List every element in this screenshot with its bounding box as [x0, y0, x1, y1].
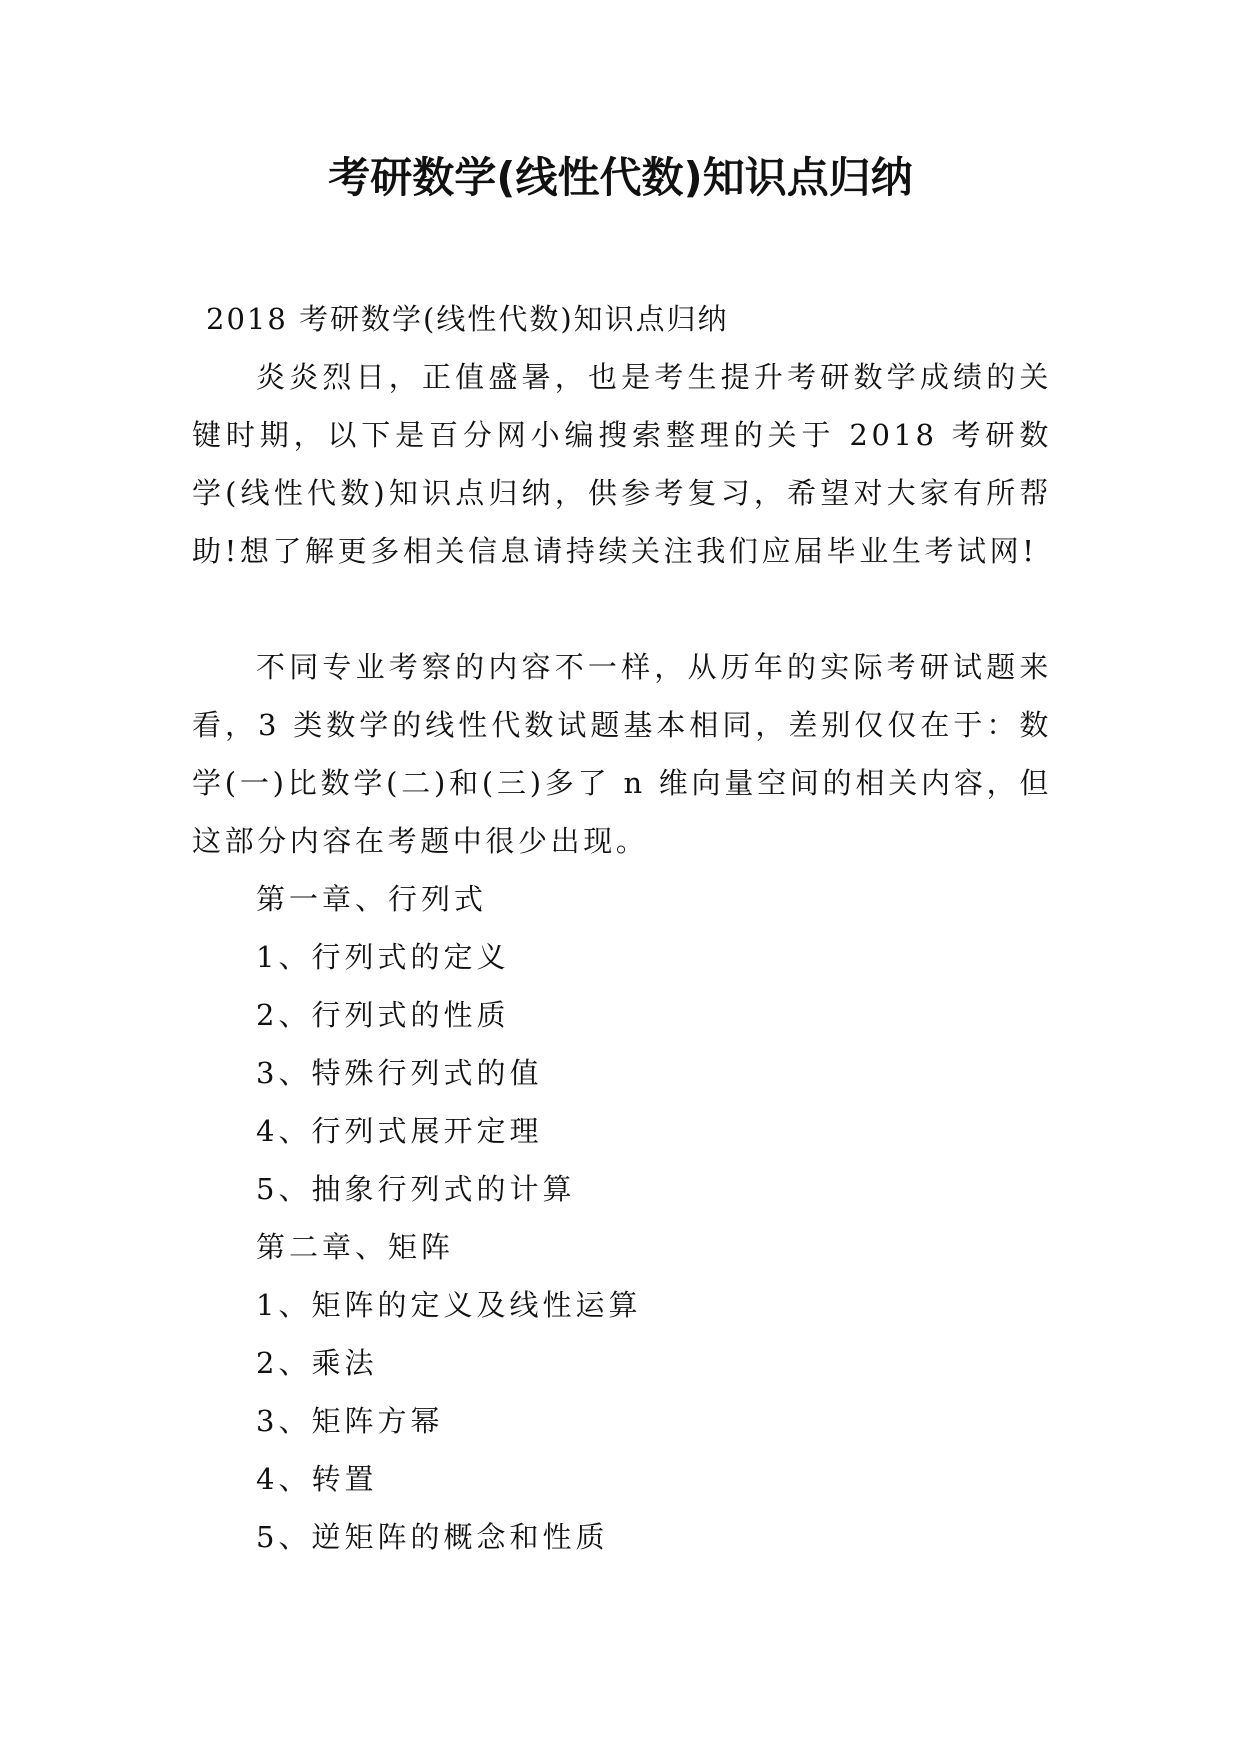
paragraph-spacer — [192, 580, 1052, 638]
document-body — [192, 290, 1052, 1566]
chapter-2-item-4: 4、转置 — [256, 1462, 378, 1496]
intro-paragraph: 炎炎烈日，正值盛暑，也是考生提升考研数学成绩的关键时期，以下是百分网小编搜索整理的关于 2018 考研数学(线性代数)知识点归纳，供参考复习，希望对大家有所帮助!想了解更多相关信息请持续关注我们应届毕业生考试网! — [192, 360, 1052, 568]
chapter-1-item-1: 1、行列式的定义 — [256, 940, 510, 974]
chapter-2-item-1: 1、矩阵的定义及线性运算 — [256, 1288, 642, 1322]
chapter-1-item-2: 2、行列式的性质 — [256, 998, 510, 1032]
chapter-1-item-5: 5、抽象行列式的计算 — [256, 1172, 576, 1206]
chapter-heading-2: 第二章、矩阵 — [256, 1230, 455, 1264]
chapter-1-item-3: 3、特殊行列式的值 — [256, 1056, 543, 1090]
difference-paragraph: 不同专业考察的内容不一样，从历年的实际考研试题来看，3 类数学的线性代数试题基本相同，差别仅仅在于：数学(一)比数学(二)和(三)多了 n 维向量空间的相关内容，但这部分内容在考题中很少出现。 — [192, 650, 1052, 858]
chapter-heading-1: 第一章、行列式 — [256, 882, 488, 916]
chapter-2-item-2: 2、乘法 — [256, 1346, 378, 1380]
chapter-2-item-5: 5、逆矩阵的概念和性质 — [256, 1520, 609, 1554]
chapter-2-item-3: 3、矩阵方幂 — [256, 1404, 444, 1438]
chapter-1-item-4: 4、行列式展开定理 — [256, 1114, 543, 1148]
document-title: 考研数学(线性代数)知识点归纳 — [328, 153, 913, 202]
document-subtitle: 2018 考研数学(线性代数)知识点归纳 — [206, 302, 729, 336]
